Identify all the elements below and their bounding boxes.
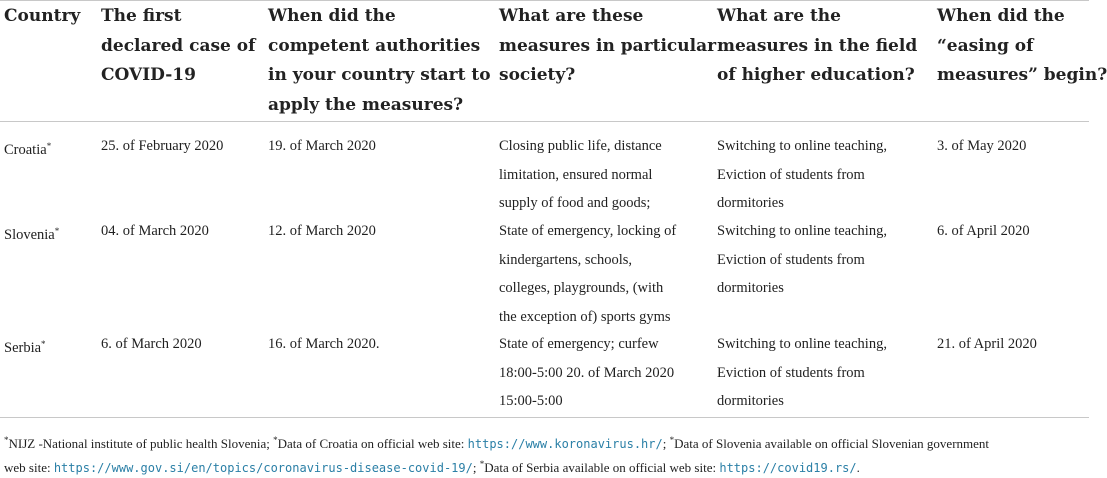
header-country: Country [4,6,81,26]
table-row-slovenia-easing-begin: 6. of April 2020 [937,223,1030,239]
header-first-case: The first declared case of COVID-19 [101,6,256,85]
table-footnote [4,430,1084,478]
table-row-serbia-higher-ed-measures: Switching to online teaching, Eviction of students from dormitories [717,336,887,409]
footnote-line-1: *NIJZ -National institute of public health Slovenia; *Data of Croatia on official web site: https://www.koronavirus.hr/; *Data of Slovenia available on official Slovenian government [4,435,990,451]
header-easing-begin: When did the “easing of measures” begin? [937,6,1107,85]
table-row-croatia-first-case: 25. of February 2020 [101,138,224,154]
table-row-croatia-easing-begin: 3. of May 2020 [937,138,1027,154]
header-higher-ed-measures: What are the measures in the field of higher education? [717,6,918,85]
table-row-serbia-first-case: 6. of March 2020 [101,336,202,352]
table-bottom-rule [0,417,1089,418]
table-row-serbia-society-measures: State of emergency; curfew 18:00-5:00 20. of March 2020 15:00-5:00 [499,336,675,409]
table-row-serbia-measures-start: 16. of March 2020. [268,336,380,352]
gov-si-link[interactable]: https://www.gov.si/en/topics/coronavirus-disease-covid-19/ [53,461,473,475]
header-measures-start: When did the competent authorities in your country start to apply the measures? [268,6,491,115]
table-row-croatia-higher-ed-measures: Switching to online teaching, Eviction of students from dormitories [717,138,887,211]
table-row-slovenia-higher-ed-measures: Switching to online teaching, Eviction of students from dormitories [717,223,887,296]
table-top-rule [0,0,1089,1]
table-row-slovenia-society-measures: State of emergency, locking of kindergartens, schools, colleges, playgrounds, (with the exception of) sports gyms [499,223,677,325]
table-row-serbia-country: Serbia* [4,339,46,356]
table-row-slovenia-first-case: 04. of March 2020 [101,223,209,239]
header-society-measures: What are these measures in particular society? [499,6,717,85]
table-row-croatia-society-measures: Closing public life, distance limitation, ensured normal supply of food and goods; [499,138,662,211]
koronavirus-link[interactable]: https://www.koronavirus.hr/ [467,437,663,451]
footnote-line-2: web site: https://www.gov.si/en/topics/coronavirus-disease-covid-19/; *Data of Serbia available on official web site: https://covid19.rs/. [4,459,860,475]
header-bottom-rule [0,121,1089,122]
table-row-croatia-measures-start: 19. of March 2020 [268,138,376,154]
covid19-rs-link[interactable]: https://covid19.rs/ [719,461,857,475]
table-row-slovenia-measures-start: 12. of March 2020 [268,223,376,239]
table-row-serbia-easing-begin: 21. of April 2020 [937,336,1037,352]
table-row-slovenia-country: Slovenia* [4,226,60,243]
table-row-croatia-country: Croatia* [4,141,52,158]
